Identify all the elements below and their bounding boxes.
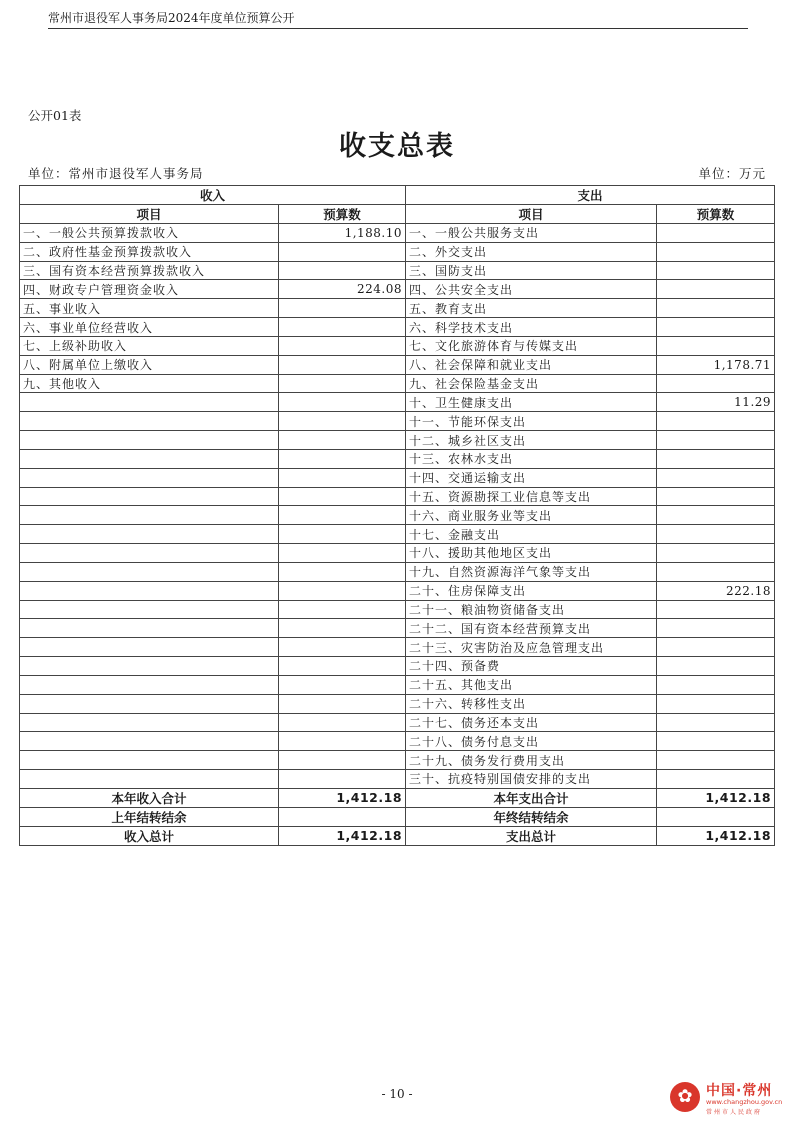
income-total-value	[279, 807, 406, 826]
income-budget-cell: 1,188.10	[279, 224, 406, 243]
expense-item-cell: 二十、住房保障支出	[406, 581, 657, 600]
table-section-header-row	[20, 186, 775, 205]
income-item-cell	[20, 657, 279, 676]
income-item-column-header: 项目	[20, 205, 279, 224]
expense-budget-cell	[657, 562, 775, 581]
income-item-cell	[20, 600, 279, 619]
total-row	[20, 788, 775, 807]
income-budget-cell	[279, 638, 406, 657]
table-column-header-row	[20, 205, 775, 224]
income-total-value: 1,412.18	[279, 826, 406, 845]
expense-budget-cell	[657, 732, 775, 751]
income-item-cell	[20, 412, 279, 431]
expense-item-cell: 十六、商业服务业等支出	[406, 506, 657, 525]
table-row	[20, 431, 775, 450]
income-total-value: 1,412.18	[279, 788, 406, 807]
income-budget-cell	[279, 770, 406, 789]
expense-item-column-header: 项目	[406, 205, 657, 224]
expense-item-cell: 七、文化旅游体育与传媒支出	[406, 336, 657, 355]
unit-name: 单位：常州市退役军人事务局	[28, 166, 204, 181]
table-row	[20, 713, 775, 732]
expense-budget-cell	[657, 657, 775, 676]
logo-name: 中国·常州	[706, 1083, 773, 1099]
expense-budget-cell	[657, 299, 775, 318]
expense-total-label: 年终结转结余	[406, 807, 657, 826]
income-budget-cell	[279, 468, 406, 487]
expense-item-cell: 二十八、债务付息支出	[406, 732, 657, 751]
expense-item-cell: 二十七、债务还本支出	[406, 713, 657, 732]
expense-budget-cell: 1,178.71	[657, 355, 775, 374]
expense-item-cell: 二十九、债务发行费用支出	[406, 751, 657, 770]
page-number: - 10 -	[381, 1087, 413, 1101]
expense-item-cell: 十、卫生健康支出	[406, 393, 657, 412]
table-row	[20, 336, 775, 355]
income-item-cell	[20, 562, 279, 581]
expense-budget-cell	[657, 487, 775, 506]
table-row	[20, 675, 775, 694]
expense-item-cell: 八、社会保障和就业支出	[406, 355, 657, 374]
expense-budget-cell	[657, 224, 775, 243]
income-budget-cell	[279, 657, 406, 676]
income-budget-cell	[279, 581, 406, 600]
income-item-cell: 六、事业单位经营收入	[20, 318, 279, 337]
income-item-cell: 七、上级补助收入	[20, 336, 279, 355]
income-budget-cell	[279, 506, 406, 525]
running-header: 常州市退役军人事务局2024年度单位预算公开	[48, 8, 748, 29]
logo-subtitle: 常州市人民政府	[706, 1109, 763, 1116]
expense-item-cell: 二十五、其他支出	[406, 675, 657, 694]
table-row	[20, 224, 775, 243]
table-row	[20, 562, 775, 581]
income-budget-cell	[279, 393, 406, 412]
income-budget-cell	[279, 562, 406, 581]
table-row	[20, 544, 775, 563]
table-row	[20, 732, 775, 751]
expense-item-cell: 十二、城乡社区支出	[406, 431, 657, 450]
expense-budget-cell	[657, 374, 775, 393]
income-item-cell	[20, 713, 279, 732]
expense-item-cell: 二十六、转移性支出	[406, 694, 657, 713]
income-budget-cell: 224.08	[279, 280, 406, 299]
table-row	[20, 468, 775, 487]
income-item-cell	[20, 770, 279, 789]
page-title: 收支总表	[339, 131, 455, 162]
income-total-label: 本年收入合计	[20, 788, 279, 807]
income-budget-cell	[279, 242, 406, 261]
income-item-cell	[20, 393, 279, 412]
income-budget-cell	[279, 751, 406, 770]
income-item-cell: 四、财政专户管理资金收入	[20, 280, 279, 299]
table-row	[20, 694, 775, 713]
table-row	[20, 449, 775, 468]
income-item-cell: 二、政府性基金预算拨款收入	[20, 242, 279, 261]
income-budget-cell	[279, 374, 406, 393]
income-item-cell	[20, 431, 279, 450]
expense-item-cell: 十九、自然资源海洋气象等支出	[406, 562, 657, 581]
table-row	[20, 751, 775, 770]
income-budget-cell	[279, 318, 406, 337]
expense-budget-cell	[657, 619, 775, 638]
table-row	[20, 374, 775, 393]
expense-item-cell: 十一、节能环保支出	[406, 412, 657, 431]
income-budget-cell	[279, 449, 406, 468]
expense-budget-cell	[657, 600, 775, 619]
expense-item-cell: 五、教育支出	[406, 299, 657, 318]
expense-total-value: 1,412.18	[657, 826, 775, 845]
expense-budget-cell	[657, 336, 775, 355]
income-budget-cell	[279, 619, 406, 638]
income-item-cell	[20, 675, 279, 694]
income-item-cell	[20, 544, 279, 563]
income-item-cell	[20, 525, 279, 544]
table-row	[20, 261, 775, 280]
expense-budget-cell	[657, 261, 775, 280]
expense-total-label: 本年支出合计	[406, 788, 657, 807]
expense-budget-cell	[657, 412, 775, 431]
income-budget-cell	[279, 336, 406, 355]
table-row	[20, 638, 775, 657]
budget-summary-table	[19, 185, 775, 846]
income-budget-cell	[279, 431, 406, 450]
expense-item-cell: 十三、农林水支出	[406, 449, 657, 468]
table-row	[20, 600, 775, 619]
expense-budget-cell: 11.29	[657, 393, 775, 412]
expense-budget-cell: 222.18	[657, 581, 775, 600]
table-row	[20, 393, 775, 412]
table-row	[20, 657, 775, 676]
income-item-cell: 三、国有资本经营预算拨款收入	[20, 261, 279, 280]
income-item-cell: 一、一般公共预算拨款收入	[20, 224, 279, 243]
income-budget-cell	[279, 487, 406, 506]
expense-item-cell: 一、一般公共服务支出	[406, 224, 657, 243]
income-total-label: 收入总计	[20, 826, 279, 845]
table-row	[20, 412, 775, 431]
table-row	[20, 619, 775, 638]
table-row	[20, 770, 775, 789]
expense-budget-cell	[657, 638, 775, 657]
income-budget-cell	[279, 694, 406, 713]
income-budget-cell	[279, 713, 406, 732]
form-number: 公开01表	[28, 108, 82, 123]
income-total-label: 上年结转结余	[20, 807, 279, 826]
expense-total-value	[657, 807, 775, 826]
income-item-cell	[20, 694, 279, 713]
income-budget-cell	[279, 261, 406, 280]
table-row	[20, 525, 775, 544]
table-row	[20, 318, 775, 337]
expense-budget-cell	[657, 506, 775, 525]
income-item-cell	[20, 468, 279, 487]
expense-budget-cell	[657, 770, 775, 789]
expense-item-cell: 十四、交通运输支出	[406, 468, 657, 487]
table-row	[20, 487, 775, 506]
income-budget-cell	[279, 412, 406, 431]
income-budget-cell	[279, 544, 406, 563]
expense-item-cell: 二十三、灾害防治及应急管理支出	[406, 638, 657, 657]
expense-item-cell: 十五、资源勘探工业信息等支出	[406, 487, 657, 506]
income-item-cell	[20, 487, 279, 506]
income-item-cell: 八、附属单位上缴收入	[20, 355, 279, 374]
changzhou-emblem-icon: ✿	[670, 1082, 700, 1112]
expense-item-cell: 三十、抗疫特别国债安排的支出	[406, 770, 657, 789]
expense-budget-cell	[657, 280, 775, 299]
income-item-cell	[20, 581, 279, 600]
income-item-cell	[20, 506, 279, 525]
table-body	[20, 224, 775, 789]
income-budget-cell	[279, 732, 406, 751]
expense-item-cell: 十八、援助其他地区支出	[406, 544, 657, 563]
income-item-cell: 五、事业收入	[20, 299, 279, 318]
expense-item-cell: 三、国防支出	[406, 261, 657, 280]
expense-section-header: 支出	[406, 186, 775, 205]
income-budget-cell	[279, 675, 406, 694]
income-item-cell	[20, 732, 279, 751]
expense-item-cell: 二十四、预备费	[406, 657, 657, 676]
expense-total-value: 1,412.18	[657, 788, 775, 807]
income-budget-cell	[279, 600, 406, 619]
income-item-cell	[20, 619, 279, 638]
expense-budget-cell	[657, 468, 775, 487]
table-row	[20, 506, 775, 525]
income-budget-cell	[279, 355, 406, 374]
income-item-cell	[20, 449, 279, 468]
expense-item-cell: 四、公共安全支出	[406, 280, 657, 299]
income-budget-column-header: 预算数	[279, 205, 406, 224]
income-item-cell	[20, 638, 279, 657]
expense-item-cell: 九、社会保险基金支出	[406, 374, 657, 393]
table-row	[20, 581, 775, 600]
income-budget-cell	[279, 299, 406, 318]
table-row	[20, 355, 775, 374]
table-row	[20, 299, 775, 318]
total-row	[20, 826, 775, 845]
table-row	[20, 280, 775, 299]
expense-budget-cell	[657, 318, 775, 337]
site-logo	[670, 1080, 790, 1116]
expense-item-cell: 二十一、粮油物资储备支出	[406, 600, 657, 619]
expense-item-cell: 十七、金融支出	[406, 525, 657, 544]
expense-budget-cell	[657, 694, 775, 713]
expense-budget-column-header: 预算数	[657, 205, 775, 224]
income-item-cell: 九、其他收入	[20, 374, 279, 393]
income-budget-cell	[279, 525, 406, 544]
table-totals	[20, 788, 775, 845]
expense-budget-cell	[657, 525, 775, 544]
expense-budget-cell	[657, 431, 775, 450]
expense-total-label: 支出总计	[406, 826, 657, 845]
expense-budget-cell	[657, 713, 775, 732]
table-row	[20, 242, 775, 261]
expense-item-cell: 六、科学技术支出	[406, 318, 657, 337]
logo-url: www.changzhou.gov.cn	[706, 1098, 783, 1106]
expense-item-cell: 二、外交支出	[406, 242, 657, 261]
income-item-cell	[20, 751, 279, 770]
expense-budget-cell	[657, 675, 775, 694]
expense-budget-cell	[657, 544, 775, 563]
expense-budget-cell	[657, 242, 775, 261]
currency-unit: 单位：万元	[698, 166, 766, 181]
expense-item-cell: 二十二、国有资本经营预算支出	[406, 619, 657, 638]
expense-budget-cell	[657, 449, 775, 468]
income-section-header: 收入	[20, 186, 406, 205]
expense-budget-cell	[657, 751, 775, 770]
total-row	[20, 807, 775, 826]
